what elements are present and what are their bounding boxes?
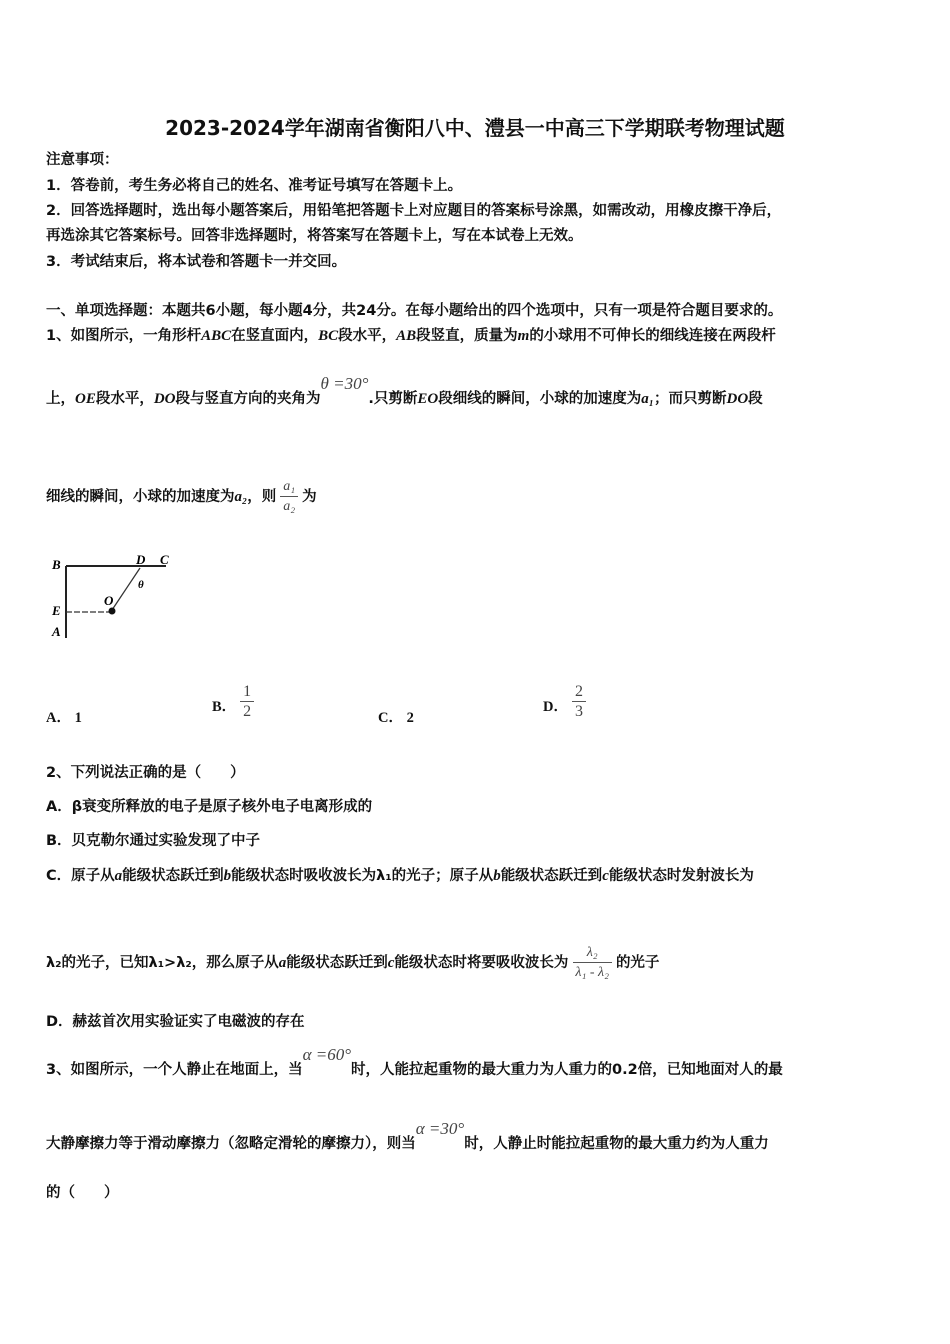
- label-theta: θ: [138, 579, 144, 591]
- q2-option-b[interactable]: B．贝克勒尔通过实验发现了中子: [46, 833, 261, 849]
- wavelength-fraction: $\frac{\text{λ₂}}{\text{λ₁ - λ₂}}$: [572, 944, 612, 983]
- q2-option-d[interactable]: D．赫兹首次用实验证实了电磁波的存在: [46, 1014, 305, 1030]
- alpha-formula: α =30°: [415, 1119, 465, 1138]
- label-C: C: [160, 552, 169, 567]
- label-B: B: [52, 557, 61, 572]
- option-d[interactable]: D． $\frac{2}{3}$: [543, 683, 590, 722]
- q2-option-c-cont: λ₂的光子，已知λ₁>λ₂，那么原子从a能级状态跃迁到c能级状态时将要吸收波长为 $\frac{\text{λ₂}}{\text{λ₁ - λ₂}}$ 的光子: [46, 943, 659, 983]
- option-a[interactable]: A． 1: [46, 710, 82, 726]
- rod-figure: [46, 548, 186, 648]
- theta-formula: θ =30°: [320, 374, 369, 393]
- option-c[interactable]: C． 2: [378, 710, 414, 726]
- label-O: O: [104, 593, 114, 608]
- label-E: E: [52, 603, 61, 618]
- alpha-formula: α =60°: [302, 1045, 352, 1064]
- q1-line1: 1、如图所示，一角形杆ABC在竖直面内，BC段水平，AB段竖直，质量为m的小球用不可伸长的细线连接在两段杆: [46, 328, 776, 344]
- label-A: A: [52, 624, 61, 639]
- option-b[interactable]: B． $\frac{1}{2}$: [212, 683, 258, 722]
- q2-stem: 2、下列说法正确的是（ ）: [46, 765, 245, 781]
- q2-option-c[interactable]: C．原子从a能级状态跃迁到b能级状态时吸收波长为λ₁的光子；原子从b能级状态跃迁到c能级状态时发射波长为: [46, 868, 754, 884]
- q1-line2: 上，OE段水平，DO段与竖直方向的夹角为θ =30°.只剪断EO段细线的瞬间，小球的加速度为a₁；而只剪断DO段: [46, 374, 763, 407]
- q2-option-a[interactable]: A．β衰变所释放的电子是原子核外电子电离形成的: [46, 799, 373, 815]
- q3-line2: 大静摩擦力等于滑动摩擦力（忽略定滑轮的摩擦力），则当α =30°时，人静止时能拉起重物的最大重力约为人重力: [46, 1119, 769, 1152]
- section-heading: 一、单项选择题：本题共6小题，每小题4分，共24分。在每小题给出的四个选项中，只有一项是符合题目要求的。: [46, 303, 783, 319]
- label-D: D: [136, 552, 146, 567]
- notice-item: 1．答卷前，考生务必将自己的姓名、准考证号填写在答题卡上。: [46, 178, 463, 194]
- notice-heading: 注意事项：: [46, 152, 119, 168]
- q3-line3: 的（ ）: [46, 1185, 119, 1201]
- q1-line3: 细线的瞬间，小球的加速度为a₂，则 $\frac{\text{a₁}}{\text{a₂}}$ 为: [46, 477, 317, 517]
- notice-item: 再选涂其它答案标号。回答非选择题时，将答案写在答题卡上，写在本试卷上无效。: [46, 228, 583, 244]
- page-title: 2023-2024学年湖南省衡阳八中、澧县一中高三下学期联考物理试题: [165, 116, 785, 140]
- q3-line1: 3、如图所示，一个人静止在地面上，当α =60°时，人能拉起重物的最大重力为人重力的0.2倍，已知地面对人的最: [46, 1045, 783, 1078]
- notice-item: 3．考试结束后，将本试卷和答题卡一并交回。: [46, 254, 347, 270]
- ratio-fraction: $\frac{\text{a₁}}{\text{a₂}}$: [280, 478, 298, 517]
- notice-item: 2．回答选择题时，选出每小题答案后，用铅笔把答题卡上对应题目的答案标号涂黑，如需改动，用橡皮擦干净后，: [46, 203, 782, 219]
